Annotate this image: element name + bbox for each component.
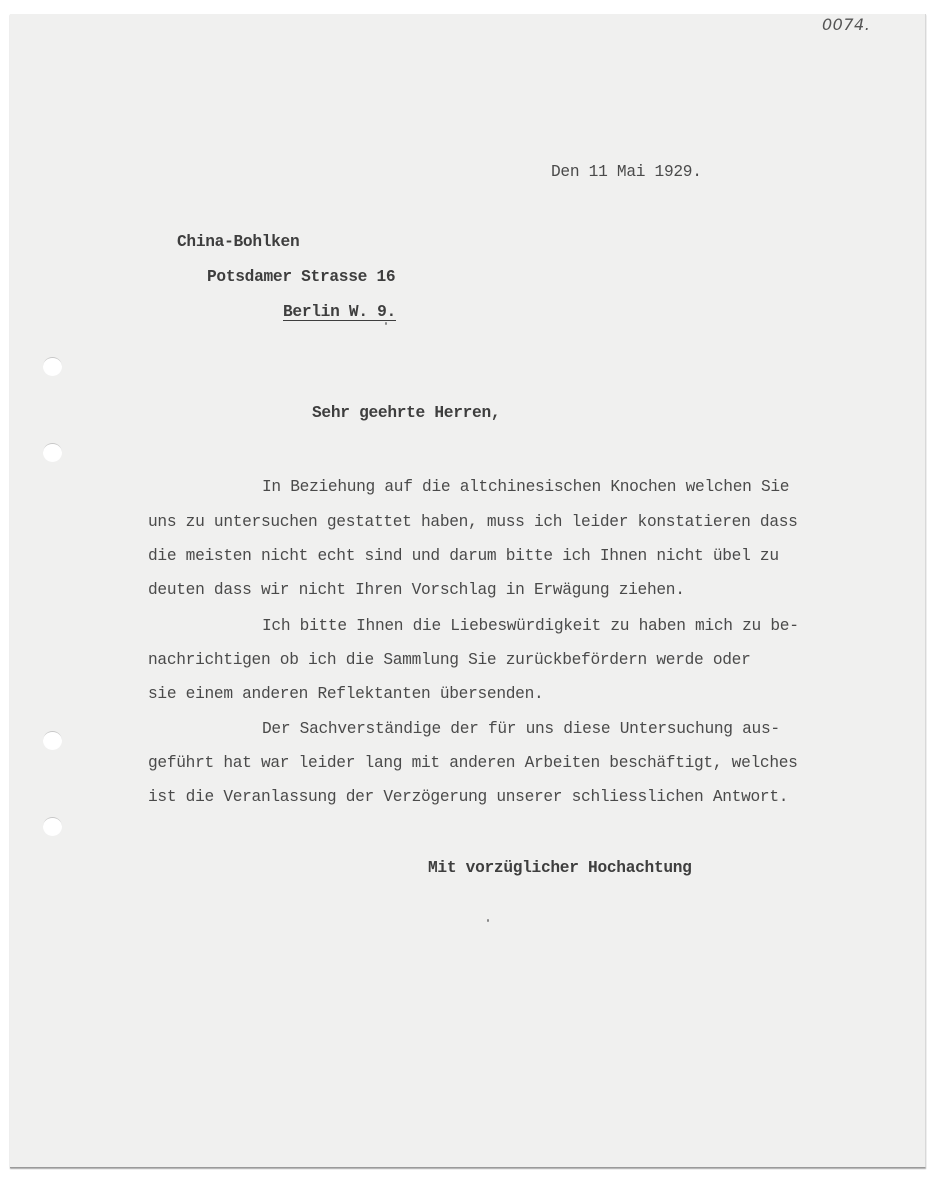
- body-line: nachrichtigen ob ich die Sammlung Sie zurückbefördern werde oder: [148, 651, 751, 669]
- punch-hole: [43, 443, 62, 462]
- body-line: sie einem anderen Reflektanten übersenden.: [148, 685, 544, 703]
- body-line: Ich bitte Ihnen die Liebeswürdigkeit zu haben mich zu be-: [262, 617, 799, 635]
- ink-speck: [487, 919, 489, 922]
- letter-date: Den 11 Mai 1929.: [551, 163, 702, 181]
- salutation: Sehr geehrte Herren,: [312, 404, 501, 422]
- archive-page-number: 0074.: [822, 15, 871, 34]
- recipient-city: Berlin W. 9.: [283, 303, 396, 321]
- punch-hole: [43, 357, 62, 376]
- recipient-street: Potsdamer Strasse 16: [207, 268, 396, 286]
- recipient-name: China-Bohlken: [177, 233, 300, 251]
- ink-speck: [385, 322, 387, 325]
- body-line: In Beziehung auf die altchinesischen Knochen welchen Sie: [262, 478, 790, 496]
- closing: Mit vorzüglicher Hochachtung: [428, 859, 692, 877]
- body-line: die meisten nicht echt sind und darum bitte ich Ihnen nicht übel zu: [148, 547, 779, 565]
- punch-hole: [43, 817, 62, 836]
- body-line: ist die Veranlassung der Verzögerung unserer schliesslichen Antwort.: [148, 788, 789, 806]
- punch-hole: [43, 731, 62, 750]
- body-line: Der Sachverständige der für uns diese Untersuchung aus-: [262, 720, 780, 738]
- body-line: deuten dass wir nicht Ihren Vorschlag in Erwägung ziehen.: [148, 581, 685, 599]
- body-line: geführt hat war leider lang mit anderen Arbeiten beschäftigt, welches: [148, 754, 798, 772]
- body-line: uns zu untersuchen gestattet haben, muss ich leider konstatieren dass: [148, 513, 798, 531]
